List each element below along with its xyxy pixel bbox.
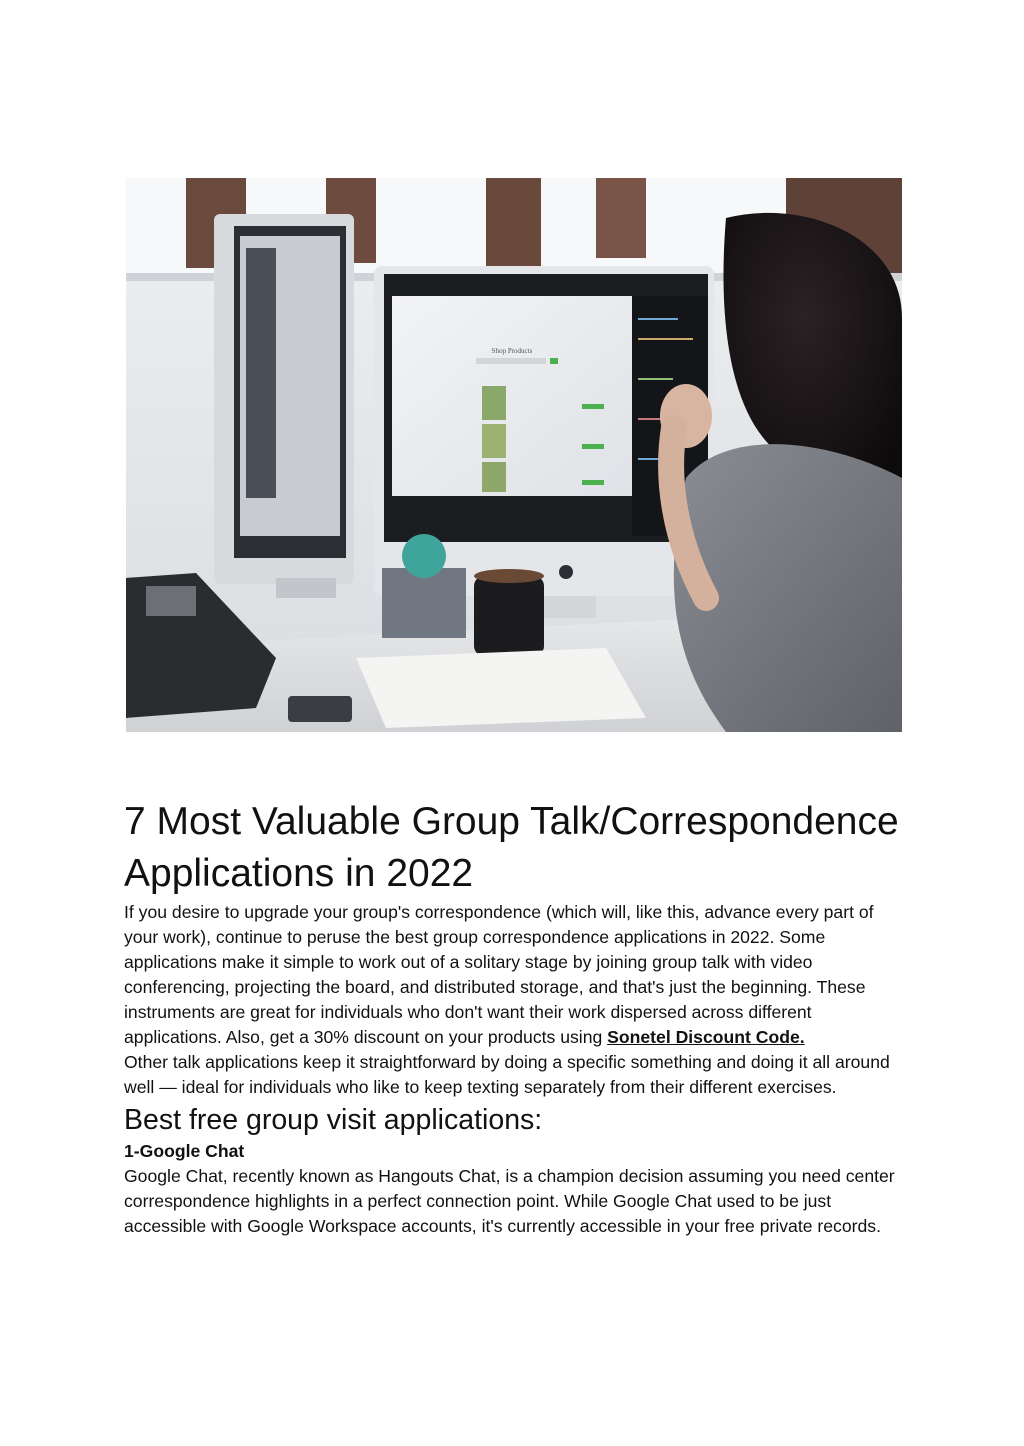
intro-text: If you desire to upgrade your group's correspondence (which will, like this, advance every part of your work), continue to peruse the best group correspondence applications in 2022. Some applications make it simple to work out of a solitary stage by joining group talk with video conferencing, projecting the board, and distributed storage, and that's just the beginning. These instruments are great for individuals who don't want their work dispersed across different applications. Also, get a 30% discount on your products using (124, 902, 874, 1047)
hero-image (126, 178, 902, 732)
sonetel-discount-code-link[interactable]: Sonetel Discount Code. (607, 1027, 805, 1047)
section-heading: Best free group visit applications: (124, 1104, 543, 1136)
item-1-text: Google Chat, recently known as Hangouts Chat, is a champion decision assuming you need center correspondence highlights in a perfect connection point. While Google Chat used to be just accessible with Google Workspace accounts, it's currently accessible in your free private records. (124, 1166, 895, 1236)
monitor-heading: Shop Products (491, 347, 533, 355)
intro-paragraph (124, 900, 900, 1050)
article-title: 7 Most Valuable Group Talk/Correspondence Applications in 2022 (124, 800, 899, 895)
article (124, 796, 900, 1239)
paragraph-2: Other talk applications keep it straightforward by doing a specific something and doing it all around well — ideal for individuals who like to keep texting separately from their different exercises. (124, 1052, 890, 1097)
item-1-title: 1-Google Chat (124, 1141, 245, 1161)
office-photo-illustration (126, 178, 902, 732)
